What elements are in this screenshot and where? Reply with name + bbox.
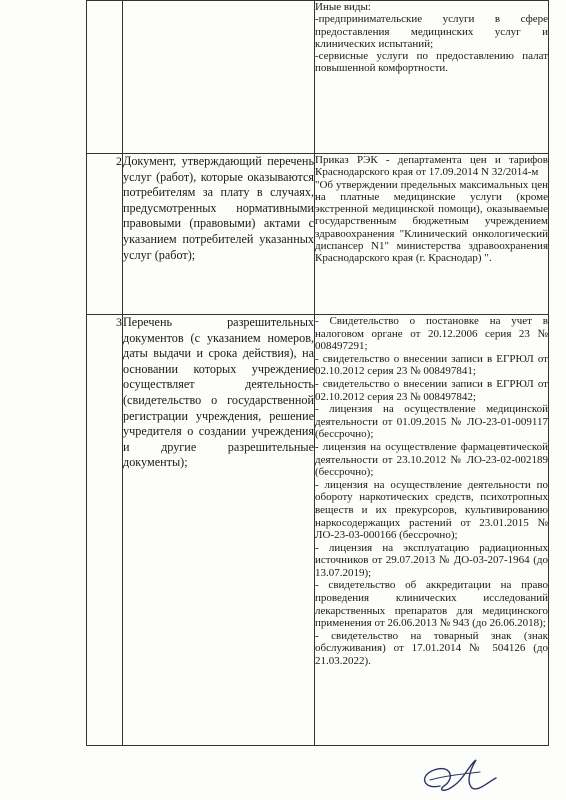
detail-line: - Свидетельство о постановке на учет в налоговом органе от 20.12.2006 серия 23 № 008497291;	[315, 315, 548, 353]
detail-line: - лицензия на эксплуатацию радиационных источников от 29.07.2013 № ДО-03-207-1964 (до 13.07.2019);	[315, 541, 548, 579]
row-description	[123, 1, 315, 154]
table-row	[87, 154, 549, 315]
info-table	[86, 0, 549, 746]
detail-line: Приказ РЭК - департамента цен и тарифов Краснодарского края от 17.09.2014 N 32/2014-м	[315, 154, 548, 179]
detail-line: -сервисные услуги по предоставлению палат повышенной комфортности.	[315, 50, 548, 75]
detail-line: - лицензия на осуществление медицинской деятельности от 01.09.2015 № ЛО-23-01-009117 (бессрочно);	[315, 403, 548, 441]
detail-line: - лицензия на осуществление фармацевтической деятельности от 23.10.2012 № ЛО-23-02-002189 (бессрочно);	[315, 440, 548, 479]
row-details	[315, 315, 549, 746]
handwritten-signature	[410, 756, 500, 798]
table-row	[87, 1, 549, 154]
detail-line: - свидетельство об аккредитации на право проведения клинических исследований лекарственных препаратов для медицинского применения от 26.06.2013 № 943 (до 26.06.2018);	[315, 579, 548, 630]
detail-line: - лицензия на осуществление деятельности по обороту наркотических средств, психотропных веществ и их прекурсоров, культивированию наркосодержащих растений от 23.01.2015 № ЛО-23-03-000166 (бессрочно);	[315, 478, 548, 542]
detail-line: "Об утверждении предельных максимальных цен на платные медицинские услуги (кроме экстренной медицинской помощи), оказываемые государственным бюджетным учреждением здравоохранения "Клинический онкологический диспансер N1" министерства здравоохранения Краснодарского края (г. Краснодар) ".	[315, 178, 548, 265]
row-number: 3	[87, 315, 123, 746]
row-description: Перечень разрешительных документов (с указанием номеров, даты выдачи и срока действия), на основании которых учреждение осуществляет деятельность (свидетельство о государственной регистрации учреждения, решение учредителя о создании учреждения и другие разрешительные документы);	[123, 315, 315, 746]
row-number	[87, 1, 123, 154]
detail-line: -предпринимательские услуги в сфере предоставления медицинских услуг и клинических испытаний;	[315, 13, 548, 50]
row-description: Документ, утверждающий перечень услуг (работ), которые оказываются потребителям за плату в случаях, предусмотренных нормативными правовыми (правовыми) актами с указанием потребителей указанных услуг (работ);	[123, 154, 315, 315]
detail-line: Иные виды:	[315, 1, 371, 13]
detail-line: - свидетельство на товарный знак (знак обслуживания) от 17.01.2014 № 504126 (до 21.03.2022).	[315, 629, 548, 668]
row-details	[315, 1, 549, 154]
detail-line: - свидетельство о внесении записи в ЕГРЮЛ от 02.10.2012 серия 23 № 008497842;	[315, 377, 548, 403]
row-number: 2	[87, 154, 123, 315]
detail-line: - свидетельство о внесении записи в ЕГРЮЛ от 02.10.2012 серия 23 № 008497841;	[315, 352, 548, 378]
table-row	[87, 315, 549, 746]
row-details	[315, 154, 549, 315]
